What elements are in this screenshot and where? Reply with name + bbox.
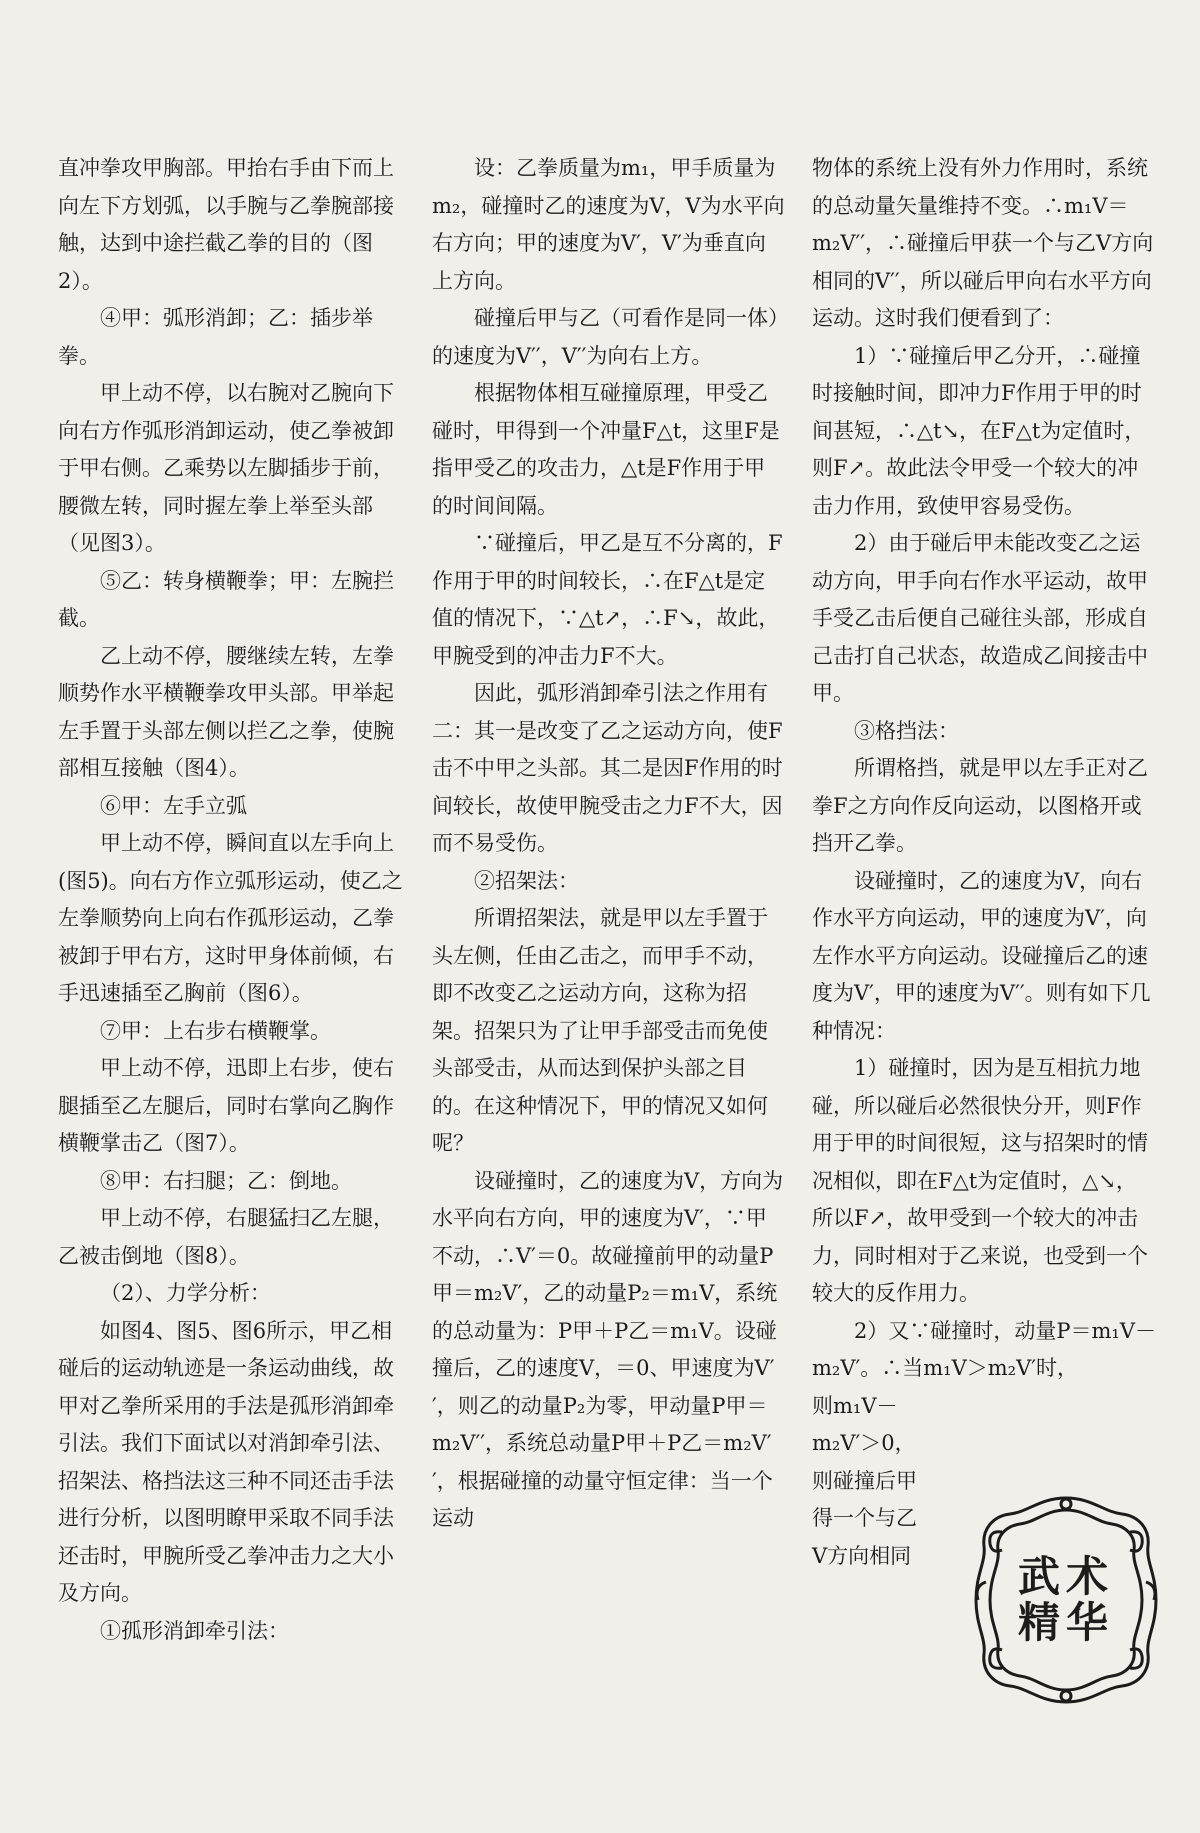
wrapped-line: 则碰撞后甲 xyxy=(812,1468,917,1493)
wrapped-line: V方向相同 xyxy=(812,1543,912,1568)
text-column-left xyxy=(58,150,403,1650)
paragraph: 甲上动不停，以右腕对乙腕向下向右方作弧形消卸运动，使乙拳被卸于甲右侧。乙乘势以左脚插步于前，腰微左转，同时握左拳上举至头部（见图3）。 xyxy=(58,381,394,555)
paragraph: ②招架法： xyxy=(474,868,579,893)
paragraph: 设碰撞时，乙的速度为V，方向为水平向右方向，甲的速度为V′，∵甲不动，∴V′＝0。故碰撞前甲的动量P甲＝m₂V′，乙的动量P₂＝m₁V，系统的总动量为：P甲＋P乙＝m₁V。设碰撞后，乙的速度V，＝0、甲速度为V′′，则乙的动量P₂为零，甲动量P甲＝m₂V′′，系统总动量P甲＋P乙＝m₂V′′，根据碰撞的动量守恒定律：当一个运动 xyxy=(432,1168,784,1530)
seal-text-bottom: 精华 xyxy=(1017,1598,1114,1647)
text-column-right xyxy=(812,150,1157,1575)
paragraph: ③格挡法： xyxy=(854,718,959,743)
paragraph: 甲上动不停，迅即上右步，使右腿插至乙左腿后，同时右掌向乙胸作横鞭掌击乙（图7）。 xyxy=(58,1056,394,1155)
paragraph: 2）由于碰后甲未能改变乙之运动方向，甲手向右作水平运动，故甲手受乙击后便自己碰往头部，形成自己击打自己状态，故造成乙间接击中甲。 xyxy=(812,531,1148,705)
paragraph: 直冲拳攻甲胸部。甲抬右手由下而上向左下方划弧，以手腕与乙拳腕部接触，达到中途拦截乙拳的目的（图2）。 xyxy=(58,156,394,293)
paragraph: （2）、力学分析： xyxy=(100,1281,271,1305)
text-column-middle xyxy=(432,150,785,1538)
text-column-right-wrapped xyxy=(812,1388,962,1576)
wushu-jinghua-seal xyxy=(972,1492,1160,1708)
paragraph: ④甲：弧形消卸；乙：插步举拳。 xyxy=(58,306,373,368)
paragraph: 根据物体相互碰撞原理，甲受乙碰时，甲得到一个冲量F△t，这里F是指甲受乙的攻击力，△t是F作用于甲的时间间隔。 xyxy=(432,381,780,518)
paragraph: 1）∵碰撞后甲乙分开，∴碰撞时接触时间，即冲力F作用于甲的时间甚短，∴△t↘，在F△t为定值时，则F↗。故此法令甲受一个较大的冲击力作用，致使甲容易受伤。 xyxy=(812,343,1146,518)
text-column-right-main xyxy=(812,150,1157,1388)
paragraph: 甲上动不停，瞬间直以左手向上(图5)。向右方作立弧形运动，使乙之左拳顺势向上向右作孤形运动，乙拳被卸于甲右方，这时甲身体前倾，右手迅速插至乙胸前（图6）。 xyxy=(58,831,403,1005)
paragraph: 因此，弧形消卸牵引法之作用有二：其一是改变了乙之运动方向，使F击不中甲之头部。其二是因F作用的时间较长，故使甲腕受击之力F不大，因而不易受伤。 xyxy=(432,681,783,855)
paragraph: ⑥甲：左手立弧 xyxy=(100,793,247,818)
paragraph: 设碰撞时，乙的速度为V，向右作水平方向运动，甲的速度为V′，向左作水平方向运动。设碰撞后乙的速度为V′，甲的速度为V′′。则有如下几种情况： xyxy=(812,868,1151,1043)
wrapped-line: 得一个与乙 xyxy=(812,1506,917,1530)
seal-text-top: 武术 xyxy=(1017,1552,1114,1601)
paragraph: ⑤乙：转身横鞭拳；甲：左腕拦截。 xyxy=(58,568,394,630)
paragraph: 所谓格挡，就是甲以左手正对乙拳F之方向作反向运动，以图格开或挡开乙拳。 xyxy=(812,756,1148,855)
paragraph: 1）碰撞时，因为是互相抗力地碰，所以碰后必然很快分开，则F作用于甲的时间很短，这与招架时的情况相似，即在F△t为定值时，△↘，所以F↗，故甲受到一个较大的冲击力，同时相对于乙来说，也受到一个较大的反作用力。 xyxy=(812,1056,1148,1305)
paragraph: ⑦甲：上右步右横鞭掌。 xyxy=(100,1018,331,1043)
paragraph: 2）又∵碰撞时，动量P＝m₁V－m₂V′。∴当m₁V＞m₂V′时， xyxy=(812,1318,1156,1380)
wrapped-line: m₂V′＞0， xyxy=(812,1431,916,1455)
paragraph: ①孤形消卸牵引法： xyxy=(100,1618,289,1643)
paragraph: 碰撞后甲与乙（可看作是同一体）的速度为V′′，V′′为向右上方。 xyxy=(432,306,779,368)
paragraph: 所谓招架法，就是甲以左手置于头左侧，任由乙击之，而甲手不动，即不改变乙之运动方向，这称为招架。招架只为了让甲手部受击而免使头部受击，从而达到保护头部之目的。在这种情况下，甲的情况又如何呢？ xyxy=(432,906,768,1155)
paragraph: ∵碰撞后，甲乙是互不分离的，F作用于甲的时间较长，∴在F△t是定值的情况下，∵△t↗，∴F↘，故此，甲腕受到的冲击力F不大。 xyxy=(432,531,783,668)
paragraph: 如图4、图5、图6所示，甲乙相碰后的运动轨迹是一条运动曲线，故甲对乙拳所采用的手法是孤形消卸牵引法。我们下面试以对消卸牵引法、招架法、格挡法这三种不同还击手法进行分析，以图明瞭甲采取不同手法还击时，甲腕所受乙拳冲击力之大小及方向。 xyxy=(58,1318,394,1605)
paragraph: 甲上动不停，右腿猛扫乙左腿，乙被击倒地（图8）。 xyxy=(58,1206,394,1268)
paragraph: 物体的系统上没有外力作用时，系统的总动量矢量维持不变。∴m₁V＝m₂V′′，∴碰撞后甲获一个与乙V方向相同的V′′，所以碰后甲向右水平方向运动。这时我们便看到了： xyxy=(812,156,1154,330)
paragraph: 设：乙拳质量为m₁，甲手质量为m₂，碰撞时乙的速度为V，V为水平向右方向；甲的速度为V′，V′为垂直向上方向。 xyxy=(432,156,785,293)
paragraph: ⑧甲：右扫腿；乙：倒地。 xyxy=(100,1168,352,1193)
paragraph: 乙上动不停，腰继续左转，左拳顺势作水平横鞭拳攻甲头部。甲举起左手置于头部左侧以拦乙之拳，使腕部相互接触（图4）。 xyxy=(58,643,394,780)
wrapped-line: 则m₁V－ xyxy=(812,1393,898,1418)
